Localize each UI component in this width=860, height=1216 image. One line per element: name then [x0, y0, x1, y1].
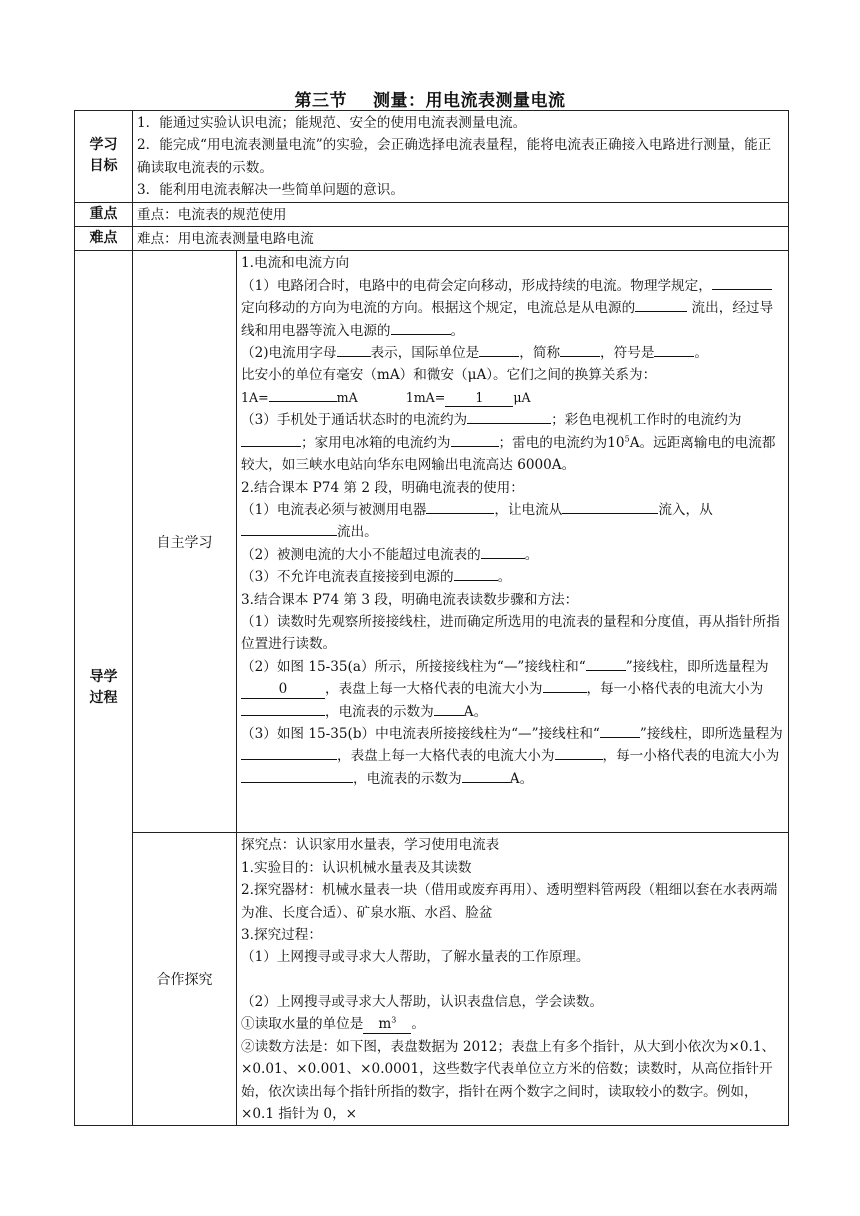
blank[interactable] — [269, 401, 337, 402]
blank-filled[interactable]: $m^3$ — [363, 1016, 411, 1034]
para-current-units: （2)电流用字母 表示，国际单位是 ，简称 ，符号是 。 — [241, 345, 709, 362]
goal-item: 3．能利用电流表解决一些简单问题的意识。 — [137, 182, 404, 199]
goals-content — [133, 111, 789, 203]
blank[interactable] — [462, 782, 510, 783]
blank[interactable] — [391, 334, 451, 335]
process-label: 导学过程 — [75, 251, 133, 1126]
row-difficulty — [75, 227, 789, 251]
row-key — [75, 202, 789, 226]
reading-step-2: （2）如图 15-35(a）所示，所接接线柱为“—”接线柱和“ ”接线柱，即所选量程为0 ，表盘上每一大格代表的电流大小为 ，每一小格代表的电流大小为，电流表的示数为 A。 — [241, 658, 769, 720]
explore-step-2: （2）上网搜寻或寻求大人帮助，认识表盘信息，学会读数。 — [241, 993, 604, 1010]
key-label: 重点 — [75, 202, 133, 226]
explore-point: 探究点：认识家用水量表，学习使用电流表 — [241, 837, 500, 854]
goal-item: 1．能通过实验认识电流；能规范、安全的使用电流表测量电流。 — [137, 115, 527, 131]
blank[interactable] — [560, 356, 600, 357]
difficulty-label: 难点 — [75, 227, 133, 251]
lesson-table — [74, 110, 789, 1126]
blank[interactable] — [434, 715, 464, 716]
section-title: 测量：用电流表测量电流 — [373, 91, 566, 111]
section-number: 第三节 — [294, 91, 347, 111]
key-content: 重点：电流表的规范使用 — [133, 202, 789, 226]
blank[interactable] — [451, 446, 499, 447]
blank[interactable] — [481, 558, 525, 559]
meter-unit: ①读取水量的单位是 $m^3$ 。 — [241, 1015, 425, 1033]
rule-range: （2）被测电流的大小不能超过电流表的 。 — [241, 546, 539, 563]
explore-step-1: （1）上网搜寻或寻求大人帮助，了解水量表的工作原理。 — [241, 949, 590, 966]
page-title — [0, 86, 860, 111]
explore-process: 3.探究过程： — [241, 927, 322, 944]
self-study-label: 自主学习 — [133, 251, 237, 833]
goal-item: 2．能完成“用电流表测量电流”的实验，会正确选择电流表量程，能将电流表正确接入电路进行测量，能正确读取电流表的示数。 — [137, 137, 772, 176]
reading-step-1: （1）读数时先观察所接接线柱，进而确定所选用的电流表的量程和分度值，再从指针所指位置进行读数。 — [241, 613, 780, 653]
heading-current: 1.电流和电流方向 — [241, 255, 350, 272]
blank[interactable] — [241, 759, 337, 760]
rule-series: （1）电流表必须与被测用电器 ，让电流从 流入，从 流出。 — [241, 501, 713, 541]
blank[interactable] — [241, 782, 353, 783]
row-self-study — [75, 251, 789, 833]
difficulty-content: 难点：用电流表测量电路电流 — [133, 227, 789, 251]
blank[interactable] — [479, 356, 519, 357]
explore-aim: 1.实验目的：认识机械水量表及其读数 — [241, 859, 472, 876]
row-cooperative — [75, 833, 789, 1126]
rule-no-direct: （3）不允许电流表直接接到电源的 。 — [241, 569, 512, 586]
blank[interactable] — [635, 311, 687, 312]
blank[interactable] — [586, 670, 626, 671]
para-current-direction: （1）电路闭合时，电路中的电荷会定向移动，形成持续的电流。物理学规定，定向移动的方向为电流的方向。根据这个规定，电流总是从电源的 流出，经过导线和用电器等流入电源的 。 — [241, 277, 774, 339]
blank[interactable] — [712, 289, 772, 290]
heading-reading: 3.结合课本 P74 第 3 段，明确电流表读数步骤和方法： — [241, 591, 579, 608]
blank-filled[interactable]: 0 — [241, 681, 325, 699]
heading-ammeter-use: 2.结合课本 P74 第 2 段，明确电流表的使用： — [241, 479, 524, 496]
blank[interactable] — [555, 759, 603, 760]
blank[interactable] — [241, 535, 337, 536]
unit-conversion: 1A= mA 1mA= 1 μA — [241, 389, 531, 405]
blank[interactable] — [467, 423, 551, 424]
blank[interactable] — [337, 356, 371, 357]
self-study-content — [237, 251, 789, 833]
blank[interactable] — [241, 715, 325, 716]
cooperative-label: 合作探究 — [133, 833, 237, 1126]
blank[interactable] — [454, 580, 498, 581]
blank[interactable] — [241, 446, 301, 447]
blank[interactable] — [543, 692, 587, 693]
blank[interactable] — [426, 513, 494, 514]
blank[interactable] — [562, 513, 658, 514]
cooperative-content — [237, 833, 789, 1126]
goals-label: 学习目标 — [75, 111, 133, 203]
para-small-units: 比安小的单位有毫安（mA）和微安（μA）。它们之间的换算关系为： — [241, 367, 657, 384]
blank-filled[interactable]: 1 — [445, 389, 513, 407]
meter-reading-method: ②读数方法是：如下图，表盘数据为 2012；表盘上有多个指针，从大到小依次为×0.1、×0.01、×0.001、×0.0001，这些数字代表单位立方米的倍数；读数时，从高位指针开始，依次读出每个指针所指的数字，指针在两个数字之间时，读取较小的数字。例如，×0.1 指针为 0，× — [241, 1038, 776, 1122]
reading-step-3: （3）如图 15-35(b）中电流表所接接线柱为“—”接线柱和“ ”接线柱，即所选量程为，表盘上每一大格代表的电流大小为 ，每一小格代表的电流大小为，电流表的示数为 A。 — [241, 725, 783, 787]
row-goals — [75, 111, 789, 203]
para-typical-currents: （3）手机处于通话状态时的电流约为 ；彩色电视机工作时的电流约为；家用电冰箱的电流约为 ；雷电的电流约为$10^5A$。远距离输电的电流都较大，如三峡水电站向华东电网输出电流高达 6000A。 — [241, 412, 776, 474]
blank[interactable] — [654, 356, 694, 357]
blank[interactable] — [600, 737, 640, 738]
explore-materials: 2.探究器材：机械水量表一块（借用或废弃再用）、透明塑料管两段（粗细以套在水表两端为准、长度合适）、矿泉水瓶、水舀、脸盆 — [241, 882, 778, 921]
